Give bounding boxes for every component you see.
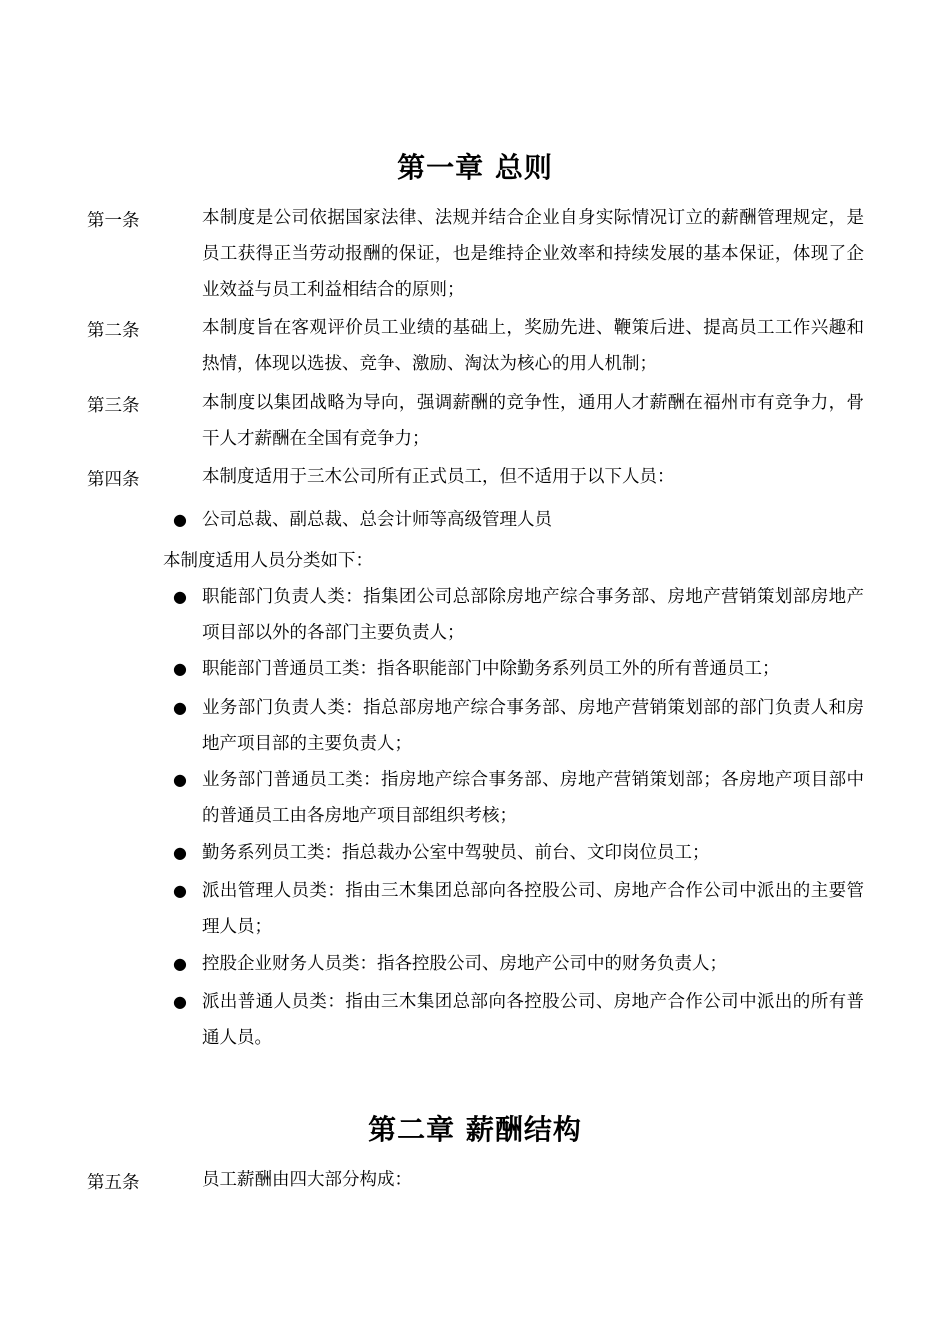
article-2-label: 第二条 [87, 321, 140, 341]
article-5-text: 员工薪酬由四大部分构成： [202, 1170, 412, 1190]
list-item: 派出管理人员类：指由三木集团总部向各控股公司、房地产合作公司中派出的主要管理人员； [202, 881, 864, 937]
bullet-icon: ● [173, 881, 187, 900]
article-1-text: 本制度是公司依据国家法律、法规并结合企业自身实际情况订立的薪酬管理规定，是员工获得正当劳动报酬的保证，也是维持企业效率和持续发展的基本保证，体现了企业效益与员工利益相结合的原则； [202, 208, 864, 300]
article-2-text: 本制度旨在客观评价员工业绩的基础上，奖励先进、鞭策后进、提高员工工作兴趣和热情，体现以选拔、竞争、激励、淘汰为核心的用人机制； [202, 318, 864, 374]
bullet-icon: ● [173, 587, 187, 606]
bullet-icon: ● [173, 954, 187, 973]
chapter-1-title: 第一章 总则 [397, 151, 553, 184]
bullet-icon: ● [173, 843, 187, 862]
article-3-text: 本制度以集团战略为导向，强调薪酬的竞争性，通用人才薪酬在福州市有竞争力，骨干人才薪酬在全国有竞争力； [202, 393, 864, 449]
classification-intro: 本制度适用人员分类如下： [163, 551, 373, 571]
list-item: 职能部门负责人类：指集团公司总部除房地产综合事务部、房地产营销策划部房地产项目部以外的各部门主要负责人； [202, 587, 864, 643]
article-4-text: 本制度适用于三木公司所有正式员工，但不适用于以下人员： [202, 467, 675, 487]
bullet-icon: ● [173, 698, 187, 717]
bullet-icon: ● [173, 659, 187, 678]
list-item: 业务部门负责人类：指总部房地产综合事务部、房地产营销策划部的部门负责人和房地产项目部的主要负责人； [202, 698, 864, 754]
article-3-label: 第三条 [87, 396, 140, 416]
list-item: 勤务系列员工类：指总裁办公室中驾驶员、前台、文印岗位员工； [202, 843, 710, 863]
list-item: 职能部门普通员工类：指各职能部门中除勤务系列员工外的所有普通员工； [202, 659, 780, 679]
list-item: 业务部门普通员工类：指房地产综合事务部、房地产营销策划部；各房地产项目部中的普通员工由各房地产项目部组织考核； [202, 770, 864, 826]
list-item: 派出普通人员类：指由三木集团总部向各控股公司、房地产合作公司中派出的所有普通人员。 [202, 992, 864, 1048]
excluded-item: 公司总裁、副总裁、总会计师等高级管理人员 [202, 510, 552, 530]
bullet-icon: ● [173, 510, 187, 529]
article-1-label: 第一条 [87, 211, 140, 231]
article-4-label: 第四条 [87, 470, 140, 490]
list-item: 控股企业财务人员类：指各控股公司、房地产公司中的财务负责人； [202, 954, 727, 974]
chapter-2-title: 第二章 薪酬结构 [368, 1113, 582, 1146]
article-5-label: 第五条 [87, 1173, 140, 1193]
bullet-icon: ● [173, 770, 187, 789]
bullet-icon: ● [173, 992, 187, 1011]
